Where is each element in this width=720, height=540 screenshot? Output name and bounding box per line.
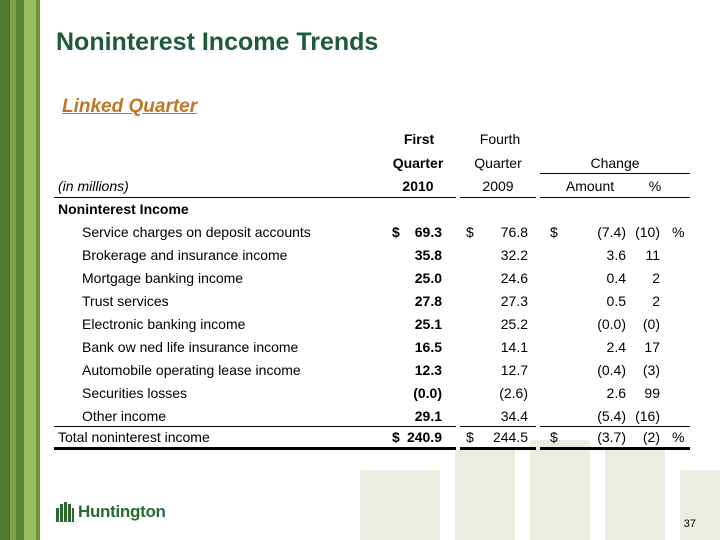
side-stripe-4 — [24, 0, 36, 540]
row-pct-value: (0) — [642, 316, 660, 332]
total-pct: (2) — [642, 429, 660, 445]
row-amount-value: 3.6 — [606, 247, 626, 263]
row-amount-value: 0.4 — [606, 270, 626, 286]
row-amount-value: 2.4 — [606, 339, 626, 355]
row-q1-value: 25.0 — [414, 270, 442, 286]
header-pct: % — [648, 178, 662, 194]
change-underline — [540, 173, 690, 174]
row-q1-value: (0.0) — [413, 385, 442, 401]
total-amt-sign: $ — [550, 429, 558, 445]
watermark-logo — [360, 440, 720, 540]
total-rule-bottom-mid — [460, 447, 536, 450]
row-pct-value: (10) — [635, 224, 660, 240]
row-q4-value: 34.4 — [500, 408, 528, 424]
total-q4-sign: $ — [466, 429, 474, 445]
total-amt: (3.7) — [597, 429, 626, 445]
header-first: First — [403, 131, 435, 147]
row-amount-sign: $ — [550, 224, 558, 240]
header-quarter-1: Quarter — [392, 155, 444, 171]
header-rule-mid — [460, 197, 536, 198]
row-q4-value: 14.1 — [500, 339, 528, 355]
row-pct-sign: % — [672, 224, 685, 240]
row-pct-value: (3) — [642, 362, 660, 378]
total-pct-sign: % — [672, 429, 685, 445]
row-label: Automobile operating lease income — [82, 362, 301, 378]
row-q1-sign: $ — [392, 224, 400, 240]
row-q1-value: 29.1 — [414, 408, 442, 424]
row-q4-value: 27.3 — [500, 293, 528, 309]
row-label: Other income — [82, 408, 167, 424]
section-label: Noninterest Income — [58, 201, 189, 217]
row-q4-value: 32.2 — [500, 247, 528, 263]
row-label: Securities losses — [82, 385, 188, 401]
header-quarter-2: Quarter — [474, 155, 522, 171]
header-amount: Amount — [565, 178, 615, 194]
total-q4: 244.5 — [492, 429, 528, 445]
side-stripe-5 — [36, 0, 40, 540]
header-change: Change — [590, 155, 640, 171]
huntington-logo — [56, 502, 166, 522]
total-rule-top-left — [54, 426, 456, 427]
row-amount-value: (0.0) — [597, 316, 626, 332]
row-amount-value: (7.4) — [597, 224, 626, 240]
total-rule-top-right — [540, 426, 690, 427]
total-rule-top-mid — [460, 426, 536, 427]
header-fourth: Fourth — [479, 131, 521, 147]
page-subtitle: Linked Quarter — [62, 96, 198, 117]
row-q1-value: 27.8 — [414, 293, 442, 309]
side-stripe-3 — [16, 0, 24, 540]
row-label: Electronic banking income — [82, 316, 246, 332]
row-pct-value: (16) — [635, 408, 660, 424]
total-label: Total noninterest income — [58, 429, 210, 445]
row-q4-value: 76.8 — [500, 224, 528, 240]
row-amount-value: (5.4) — [597, 408, 626, 424]
row-amount-value: 0.5 — [606, 293, 626, 309]
row-label: Bank ow ned life insurance income — [82, 339, 299, 355]
row-q4-value: 12.7 — [500, 362, 528, 378]
total-rule-bottom-left — [54, 447, 456, 450]
row-amount-value: 2.6 — [606, 385, 626, 401]
huntington-logo-icon — [56, 502, 74, 522]
total-q1: 240.9 — [406, 429, 442, 445]
total-rule-bottom-right — [540, 447, 690, 450]
row-q1-value: 16.5 — [414, 339, 442, 355]
row-label: Mortgage banking income — [82, 270, 244, 286]
header-rule-left — [54, 197, 456, 198]
total-q1-sign: $ — [392, 429, 400, 445]
row-q4-value: 24.6 — [500, 270, 528, 286]
row-q1-value: 12.3 — [414, 362, 442, 378]
row-q4-value: (2.6) — [499, 385, 528, 401]
row-pct-value: 99 — [644, 385, 660, 401]
row-pct-value: 11 — [645, 247, 660, 263]
row-q1-value: 25.1 — [414, 316, 442, 332]
header-2010: 2010 — [402, 178, 434, 194]
header-2009: 2009 — [482, 178, 514, 194]
row-label: Brokerage and insurance income — [82, 247, 288, 263]
header-rule-right — [540, 197, 690, 198]
row-label: Trust services — [82, 293, 169, 309]
row-pct-value: 17 — [644, 339, 660, 355]
row-q1-value: 35.8 — [414, 247, 442, 263]
row-amount-value: (0.4) — [597, 362, 626, 378]
row-pct-value: 2 — [652, 270, 660, 286]
page-title: Noninterest Income Trends — [56, 28, 379, 56]
page-number: 37 — [683, 518, 696, 530]
units-label: (in millions) — [58, 178, 129, 194]
side-stripe-1 — [0, 0, 10, 540]
row-label: Service charges on deposit accounts — [82, 224, 311, 240]
row-q4-sign: $ — [466, 224, 474, 240]
row-q1-value: 69.3 — [414, 224, 442, 240]
huntington-logo-text: Huntington — [78, 502, 166, 521]
row-pct-value: 2 — [652, 293, 660, 309]
row-q4-value: 25.2 — [500, 316, 528, 332]
